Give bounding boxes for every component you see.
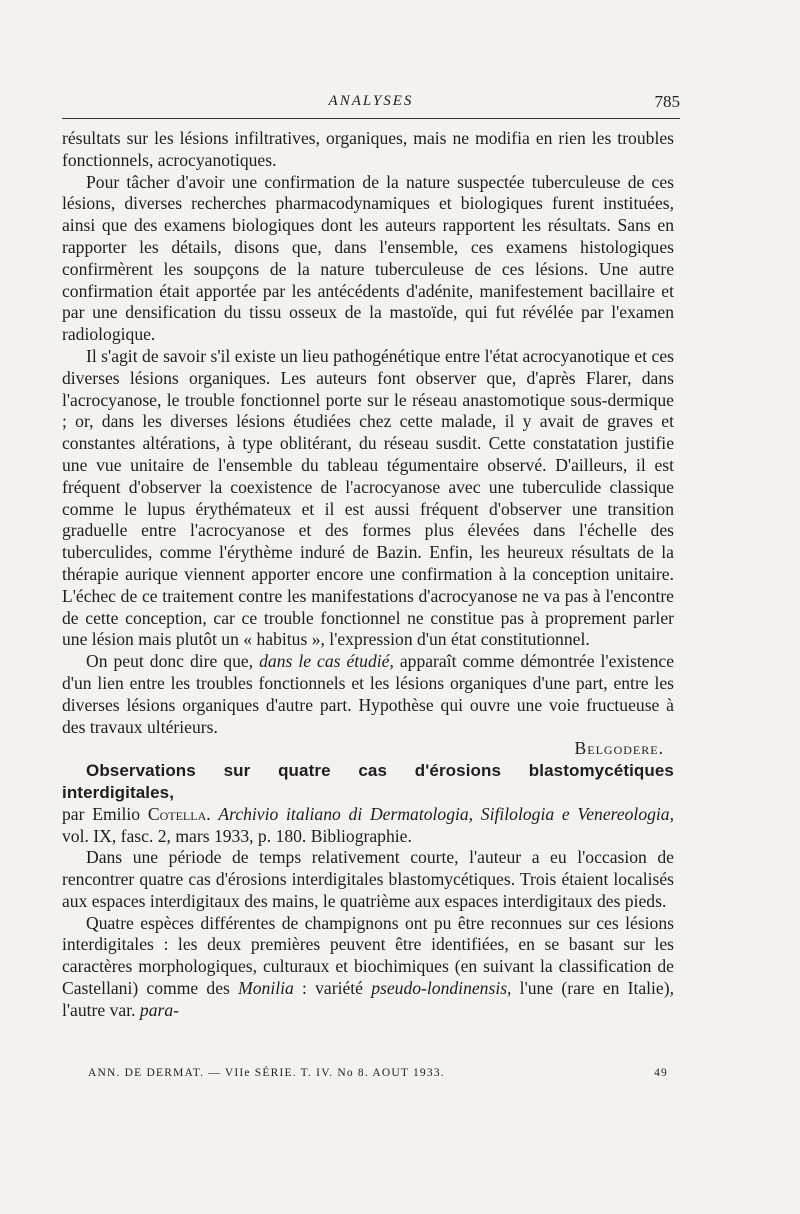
paragraph: Il s'agit de savoir s'il existe un lieu pathogénétique entre l'état acrocyanotique et ces diverses lésions organiques. Les auteurs font observer que, d'après Flarer, dans l'acrocyanose, le trouble fonctionnel porte sur le réseau anastomotique sous-dermique ; or, dans les diverses lésions étudiées chez cette malade, il y avait de graves et constantes altérations, à type oblitérant, du réseau susdit. Cette constatation justifie une vue unitaire de l'ensemble du tableau tégumentaire observé. D'ailleurs, il est fréquent d'observer la coexistence de l'acrocyanose avec une tuberculide classique comme le lupus érythémateux et il est aussi fréquent d'observer une transition graduelle entre l'acrocyanose et des formes plus élevées dans l'échelle des tuberculides, comme l'érythème induré de Bazin. Enfin, les heureux résultats de la thérapie aurique viennent apporter encore une confirmation à la conception unitaire. L'échec de ce traitement contre les manifestations d'acrocyanose ne va pas à l'encontre de cette conception, car ce trouble fonctionnel ne constitue pas à proprement parler une lésion mais plutôt un « habitus », l'expression d'un état constitutionnel. [62, 345, 674, 650]
header-rule [62, 118, 680, 119]
page-header [62, 86, 680, 112]
article-byline: par Emilio Cotella. Archivio italiano di Dermatologia, Sifilologia e Venereologia, vol. IX, fasc. 2, mars 1933, p. 180. Bibliographie. [62, 803, 674, 846]
paragraph-conclusion: On peut donc dire que, dans le cas étudié, apparaît comme démontrée l'existence d'un lien entre les troubles fonctionnels et les lésions organiques d'une part, entre les diverses lésions organiques d'autre part. Hypothèse qui ouvre une voie fructueuse à des travaux ultérieurs. [62, 651, 675, 737]
paragraph: Pour tâcher d'avoir une confirmation de la nature suspectée tuberculeuse de ces lésions, diverses recherches pharmacodynamiques et biologiques furent instituées, ainsi que des examens biologiques dont les auteurs rapportent les résultats. Sans en rapporter les détails, disons que, dans l'ensemble, ces examens histologiques confirmèrent les soupçons de la nature tuberculeuse de ces lésions. Une autre confirmation était apportée par les antécédents d'adénite, manifestement bacillaire et par une densification du tissu osseux de la mastoïde, qui fut révélée par l'examen radiologique. [62, 171, 674, 345]
page-number: 785 [654, 92, 680, 111]
reviewer-signature: Belgodere. [574, 738, 664, 759]
footer-journal: ANN. DE DERMAT. — VIIe SÉRIE. T. IV. No 8. AOUT 1933. [88, 1067, 445, 1079]
citation: vol. IX, fasc. 2, mars 1933, p. 180. Bibliographie. [62, 825, 412, 846]
author-name: Cotella [147, 803, 207, 824]
running-title: ANALYSES [328, 93, 414, 109]
paragraph: Dans une période de temps relativement courte, l'auteur a eu l'occasion de rencontrer quatre cas d'érosions interdigitales blastomycétiques. Trois étaient localisés aux espaces interdigitaux des mains, le quatrième aux espaces interdigitaux des pieds. [62, 847, 674, 911]
body-text [62, 128, 674, 1022]
article-title: Observations sur quatre cas d'érosions blastomycétiques interdigitales, [62, 761, 674, 802]
page-footer [88, 1067, 668, 1079]
footer-signature-mark: 49 [654, 1067, 668, 1079]
paragraph: Quatre espèces différentes de champignons ont pu être reconnues sur ces lésions interdigitales : les deux premières peuvent être identifiées, en se basant sur les caractères morphologiques, culturaux et biochimiques (en suivant la classification de Castellani) comme des Monilia : variété pseudo-londinensis, l'une (rare en Italie), l'autre var. para- [62, 912, 674, 1020]
journal-name: Archivio italiano di Dermatologia, Sifilologia e Venereologia, [218, 803, 674, 824]
emphasis: dans le cas étudié, [259, 651, 394, 672]
paragraph-continued: résultats sur les lésions infiltratives, organiques, mais ne modifia en rien les troubles fonctionnels, acrocyanotiques. [62, 128, 674, 170]
